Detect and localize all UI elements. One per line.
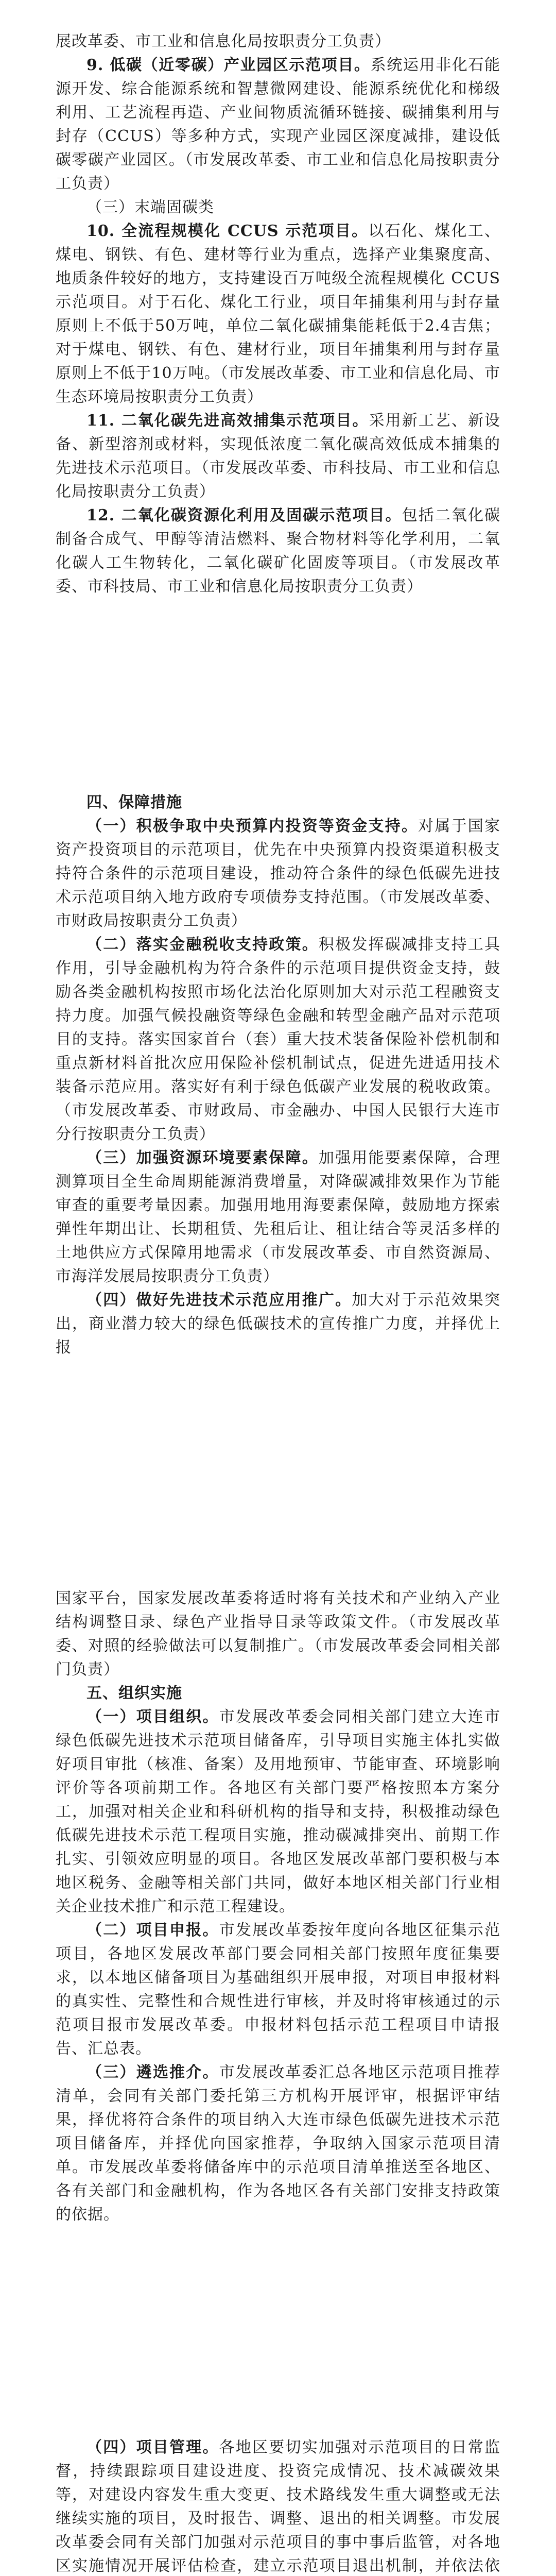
- measure-4-body: 加大对于示范效果突出，商业潜力较大的绿色低碳技术的宣传推广力度，并择优上报: [56, 1291, 501, 1357]
- org-2-title: （二）项目申报。: [86, 1921, 219, 1939]
- org-2: [56, 1919, 500, 2061]
- org-4: [56, 2436, 500, 2576]
- item-11-body: 采用新工艺、新设备、新型溶剂或材料，实现低浓度二氧化碳高效低成本捕集的先进技术示范项目。（市发展改革委、市科技局、市工业和信息化局按职责分工负责）: [56, 412, 501, 501]
- subheading-3: （三）末端固碳类: [86, 198, 214, 216]
- org-4-body: 各地区要切实加强对示范项目的日常监督，持续跟踪项目建设进度、投资完成情况、技术减碳效果等，对建设内容发生重大变更、技术路线发生重大调整或无法继续实施的项目，及时报告、调整、退出的相关调整。市发展改革委会同有关部门加强对示范项目的事中事后监管，对各地区实施情况开展评估检查，建立示范项目退出机制，并依法依: [56, 2438, 501, 2575]
- item-10: [56, 219, 500, 409]
- org-2-body: 市发展改革委按年度向各地区征集示范项目，各地区发展改革部门要会同相关部门按照年度征集要求，以本地区储备项目为基础组织开展申报，对项目申报材料的真实性、完整性和合规性进行审核，并及时将审核通过的示范项目报市发展改革委。申报材料包括示范工程项目申请报告、汇总表。: [56, 1921, 501, 2058]
- part-4: [0, 2436, 556, 2576]
- measure-3-body: 加强用能要素保障，合理测算项目全生命周期能源消费增量，对降碳减排效果作为节能审查的重要考量因素。加强用地用海要素保障，鼓励地方探索弹性年期出让、长期租赁、先租后让、租让结合等灵活多样的土地供应方式保障用地需求（市发展改革委、市自然资源局、市海洋发展局按职责分工负责）: [56, 1149, 501, 1285]
- item-11: [56, 409, 500, 504]
- org-1-body: 市发展改革委会同相关部门建立大连市绿色低碳先进技术示范项目储备库，引导项目实施主体扎实做好项目审批（核准、备案）及用地预审、节能审查、环境影响评价等各项前期工作。各地区有关部门要严格按照本方案分工，加强对相关企业和科研机构的指导和支持，积极推动绿色低碳先进技术示范工程项目实施，推动碳减排突出、前期工作扎实、引领效应明显的项目。各地区发展改革部门要积极与本地区税务、金融等相关部门共同，做好本地区相关部门行业相关企业技术推广和示范工程建设。: [56, 1708, 501, 1916]
- org-3: [56, 2061, 500, 2227]
- item-9-title: 9. 低碳（近零碳）产业园区示范项目。: [86, 56, 371, 74]
- measure-2: [56, 933, 500, 1146]
- measure-2-body: 积极发挥碳减排支持工具作用，引导金融机构为符合条件的示范项目提供资金支持，鼓励各类金融机构按照市场化法治化原则加大对示范工程融资支持力度。加强气候投融资等绿色金融和转型金融产品对示范项目的支持。落实国家首台（套）重大技术装备保险补偿机制和重点新材料首批次应用保险补偿机制试点，促进先进适用技术装备示范应用。落实好有利于绿色低碳产业发展的税收政策。（市发展改革委、市财政局、市金融办、中国人民银行大连市分行按职责分工负责）: [56, 936, 501, 1143]
- item-12-body: 包括二氧化碳制备合成气、甲醇等清洁燃料、聚合物材料等化学利用，二氧化碳人工生物转化，二氧化碳矿化固废等项目。（市发展改革委、市科技局、市工业和信息化局按职责分工负责）: [56, 506, 500, 596]
- part-3: [0, 1587, 556, 2227]
- measure-4-title: （四）做好先进技术示范应用推广。: [86, 1291, 352, 1309]
- measure-2-title: （二）落实金融税收支持政策。: [86, 936, 319, 954]
- measure-1: [56, 815, 500, 933]
- measure-1-title: （一）积极争取中央预算内投资等资金支持。: [86, 817, 419, 835]
- item-11-title: 11. 二氧化碳先进高效捕集示范项目。: [86, 412, 369, 430]
- org-1-title: （一）项目组织。: [86, 1708, 219, 1726]
- part-2: [0, 791, 556, 1360]
- paragraph: 国家平台，国家发展改革委将适时将有关技术和产业纳入产业结构调整目录、绿色产业指导目录等政策文件。（市发展改革委、对照的经验做法可以复制推广。（市发展改革委会同相关部门负责）: [56, 1589, 500, 1679]
- measure-4: [56, 1289, 500, 1360]
- heading-5: 五、组织实施: [86, 1684, 182, 1702]
- paragraph: 展改革委、市工业和信息化局按职责分工负责）: [56, 32, 391, 50]
- item-9-body: 系统运用非化石能源开发、综合能源系统和智慧微网建设、能源系统优化和梯级利用、工艺流程再造、产业间物质流循环链接、碳捕集利用与封存（CCUS）等多种方式，实现产业园区深度减排，建设低碳零碳产业园区。（市发展改革委、市工业和信息化局按职责分工负责）: [56, 56, 501, 193]
- item-10-body: 以石化、煤化工、煤电、钢铁、有色、建材等行业为重点，选择产业集聚度高、地质条件较好的地方，支持建设百万吨级全流程规模化 CCUS 示范项目。对于石化、煤化工行业，项目年捕集利用与封存量原则上不低于50万吨，单位二氧化碳捕集能耗低于2.4吉焦；对于煤电、钢铁、有色、建材行业，项目年捕集利用与封存量原则上不低于10万吨。（市发展改革委、市工业和信息化局、市生态环境局按职责分工负责）: [56, 222, 501, 406]
- part-1: [0, 30, 556, 599]
- heading-4: 四、保障措施: [86, 793, 182, 811]
- item-12-title: 12. 二氧化碳资源化利用及固碳示范项目。: [86, 506, 402, 524]
- measure-1-body: 对属于国家资产投资项目的示范项目，优先在中央预算内投资渠道积极支持符合条件的示范项目建设，推动符合条件的绿色低碳先进技术示范项目纳入地方政府专项债券支持范围。（市发展改革委、市财政局按职责分工负责）: [56, 817, 501, 930]
- item-10-title: 10. 全流程规模化 CCUS 示范项目。: [86, 222, 369, 240]
- measure-3: [56, 1146, 500, 1289]
- org-3-body: 市发展改革委汇总各地区示范项目推荐清单，会同有关部门委托第三方机构开展评审，根据评审结果，择优将符合条件的项目纳入大连市绿色低碳先进技术示范项目储备库，并择优向国家推荐，争取纳入国家示范项目清单。市发展改革委将储备库中的示范项目清单推送至各地区、各有关部门和金融机构，作为各地区各有关部门安排支持政策的依据。: [56, 2063, 501, 2224]
- org-3-title: （三）遴选推介。: [86, 2063, 219, 2081]
- measure-3-title: （三）加强资源环境要素保障。: [86, 1149, 319, 1167]
- org-1: [56, 1705, 500, 1919]
- org-4-title: （四）项目管理。: [86, 2438, 219, 2456]
- item-12: [56, 504, 500, 599]
- item-9: [56, 54, 500, 196]
